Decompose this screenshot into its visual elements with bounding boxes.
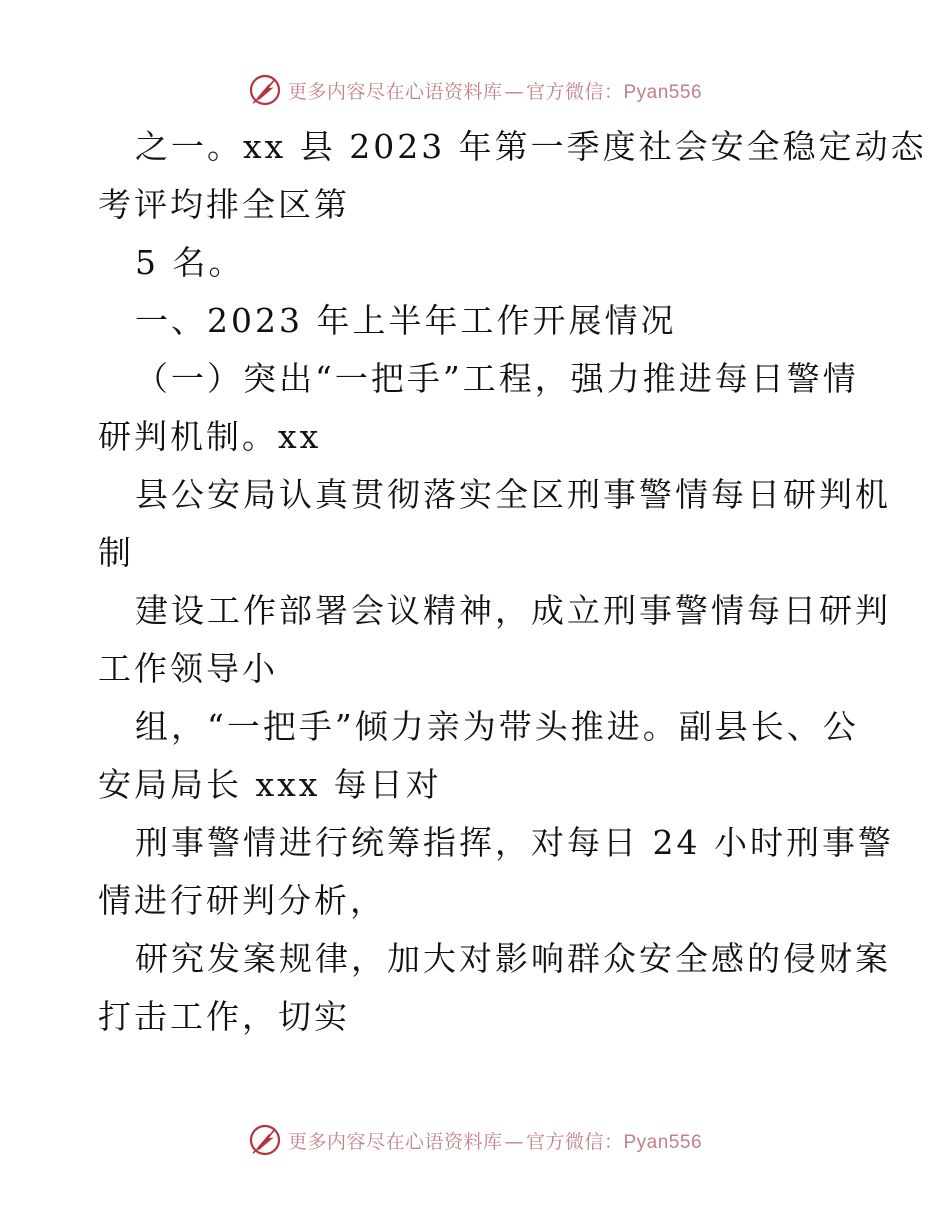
watermark-separator: — xyxy=(504,80,524,103)
document-body xyxy=(98,118,927,1046)
text-line: 组，“一把手”倾力亲为带头推进。副县长、公 xyxy=(135,707,859,746)
footer-watermark xyxy=(0,1120,950,1160)
text-line: 打击工作，切实 xyxy=(98,997,350,1036)
text-line: 5 名。 xyxy=(135,243,245,282)
pen-nib-circle-icon xyxy=(248,73,282,107)
header-watermark xyxy=(0,70,950,110)
watermark-label: 更多内容尽在心语资料库 xyxy=(287,80,503,103)
text-line: 制 xyxy=(98,533,134,572)
section-heading: 一、2023 年上半年工作开展情况 xyxy=(135,301,677,340)
text-line: 情进行研判分析， xyxy=(98,881,386,920)
pen-nib-circle-icon xyxy=(248,1123,282,1157)
text-line: 工作领导小 xyxy=(98,649,278,688)
watermark-handle: Pyan556 xyxy=(623,81,703,103)
text-line: 之一。xx 县 2023 年第一季度社会安全稳定动态 xyxy=(135,127,927,166)
text-line: 建设工作部署会议精神，成立刑事警情每日研判 xyxy=(135,591,891,630)
watermark-suffix: 官方微信： xyxy=(525,80,624,103)
text-line: 安局局长 xxx 每日对 xyxy=(98,765,442,804)
text-line: 研判机制。xx xyxy=(98,417,322,456)
text-line: 研究发案规律，加大对影响群众安全感的侵财案 xyxy=(135,939,891,978)
text-line: 县公安局认真贯彻落实全区刑事警情每日研判机 xyxy=(135,475,891,514)
text-line: 刑事警情进行统筹指挥，对每日 24 小时刑事警 xyxy=(135,823,894,862)
watermark-suffix: 官方微信： xyxy=(525,1130,624,1153)
watermark-label: 更多内容尽在心语资料库 xyxy=(287,1130,503,1153)
subsection-heading: （一）突出“一把手”工程，强力推进每日警情 xyxy=(135,359,859,398)
text-line: 考评均排全区第 xyxy=(98,185,350,224)
watermark-handle: Pyan556 xyxy=(623,1131,703,1153)
watermark-separator: — xyxy=(504,1130,524,1153)
